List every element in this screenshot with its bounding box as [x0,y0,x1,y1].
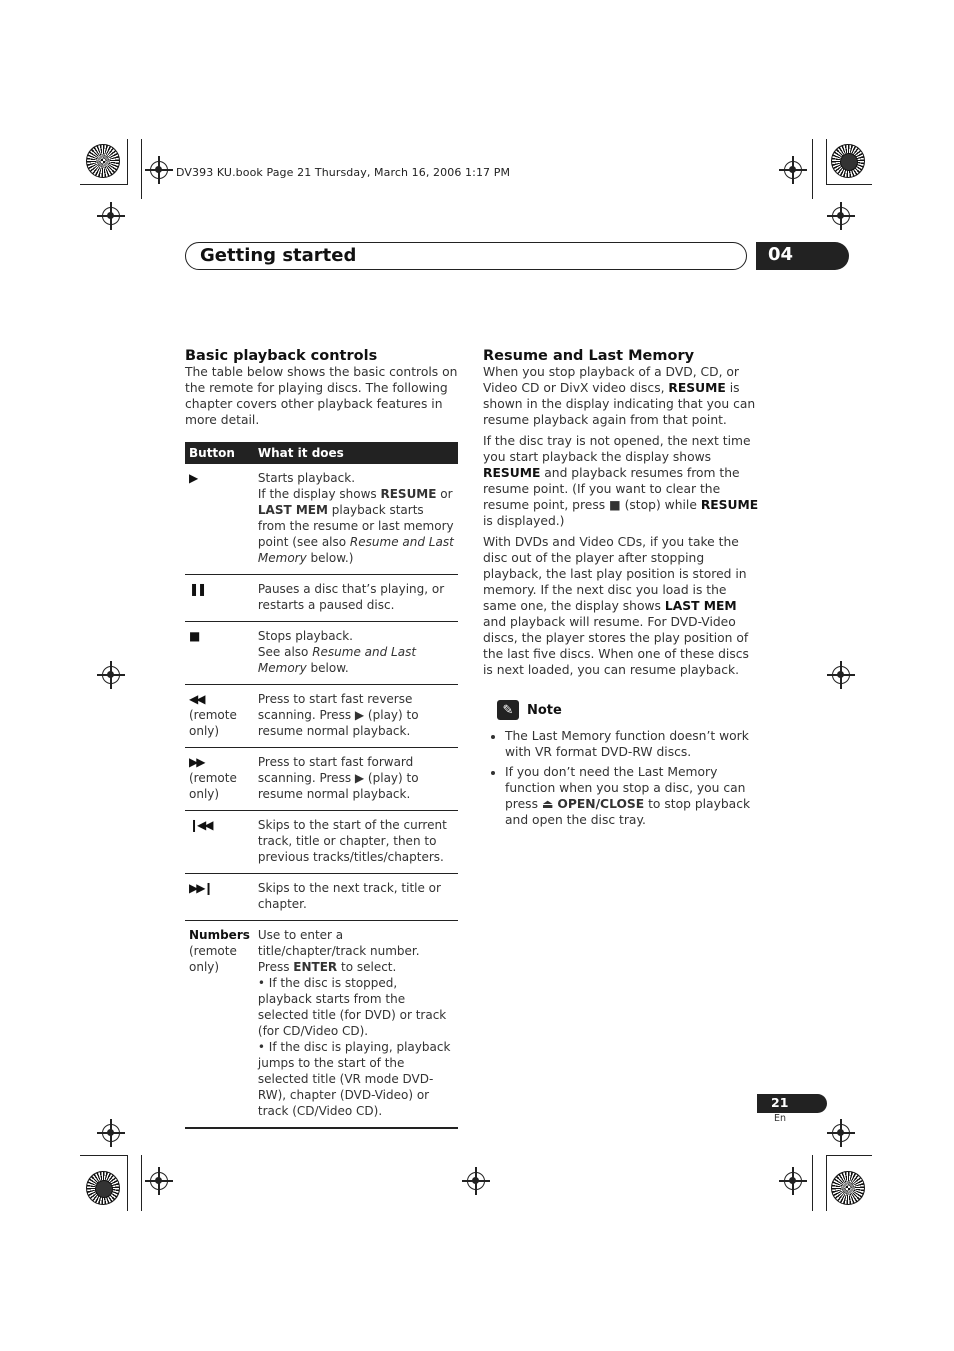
chapter-number-badge [756,242,849,270]
basic-playback-section [185,348,459,428]
registration-crosshair [832,1124,850,1142]
crop-mark [127,1155,128,1211]
controls-table [185,442,458,1129]
button-note: (remote only) [189,944,237,974]
crop-mark [812,139,813,199]
table-row [185,748,458,811]
crop-mark [127,139,128,185]
button-symbol: ▶▶ [189,755,204,769]
description-cell: Skips to the next track, title or chapter. [254,874,458,921]
description-cell: Press to start fast reverse scanning. Press ▶ (play) to resume normal playback. [254,685,458,748]
note-label: Note [527,702,562,718]
button-cell [185,575,254,622]
registration-crosshair [102,207,120,225]
description-cell: Use to enter a title/chapter/track number. Press ENTER to select. • If the disc is stopped, playback starts from the selected title (for DVD) or track (for CD/Video CD). • If the disc is playing, playback jumps to the start of the selected title (VR mode DVD-RW), chapter (DVD-Video) or track (CD/Video CD). [254,921,458,1129]
registration-crosshair [467,1172,485,1190]
table-row [185,622,458,685]
button-symbol: Numbers [189,928,250,942]
table-header-row [185,442,458,464]
button-cell [185,811,254,874]
page-number: 21 [771,1095,789,1110]
registration-crosshair [102,1124,120,1142]
column-header-button: Button [185,442,254,464]
table-row [185,685,458,748]
button-symbol: ❚❚ [189,582,206,596]
registration-sunburst [831,144,865,178]
crop-mark [141,139,142,199]
button-symbol: ■ [189,629,199,643]
column-header-what: What it does [254,442,458,464]
language-code: En [774,1113,787,1124]
description-cell: Starts playback. If the display shows RESUME or LAST MEM playback starts from the resume or last memory point (see also Resume and Last Memory below.) [254,464,458,575]
table-row [185,575,458,622]
section-heading: Basic playback controls [185,348,378,364]
table-row [185,464,458,575]
section-intro: The table below shows the basic controls on the remote for playing discs. The following chapter covers other playback features in more detail. [185,365,458,427]
notes-list [483,728,759,828]
crop-mark [141,1155,142,1211]
button-note: (remote only) [189,708,237,738]
chapter-title-bar [185,242,747,270]
table-row [185,874,458,921]
description-cell: Pauses a disc that’s playing, or restarts a paused disc. [254,575,458,622]
description-cell: Stops playback. See also Resume and Last Memory below. [254,622,458,685]
table-body [185,464,458,1128]
crop-mark [826,139,827,185]
button-symbol: ◀◀ [189,692,204,706]
note-item: • The Last Memory function doesn’t work with VR format DVD-RW discs. [505,728,759,760]
registration-crosshair [150,161,168,179]
button-cell [185,921,254,1129]
registration-sunburst [86,144,120,178]
paragraph: With DVDs and Video CDs, if you take the disc out of the player after stopping playback, the last play position is stored in memory. If the next disc you load is the same one, the display shows LAST MEM and playback will resume. For DVD-Video discs, the player stores the play position of the last five discs. When one of these discs is next loaded, you can resume playback. [483,535,749,677]
chapter-number: 04 [768,244,794,265]
crop-mark [826,1155,872,1156]
description-cell: Skips to the start of the current track, title or chapter, then to previous tracks/titles/chapters. [254,811,458,874]
button-note: (remote only) [189,771,237,801]
button-symbol: ❙◀◀ [189,818,212,832]
button-cell [185,464,254,575]
page-title: Getting started [200,245,357,266]
note-header [497,700,759,720]
registration-crosshair [102,666,120,684]
crop-mark [80,184,128,185]
crop-mark [80,1155,128,1156]
registration-crosshair [784,161,802,179]
note-item: • If you don’t need the Last Memory function when you stop a disc, you can press ⏏ OPEN/CLOSE to stop playback and open the disc tray. [505,764,759,828]
button-cell [185,622,254,685]
page-number-badge [757,1094,827,1113]
resume-paragraphs [483,364,759,678]
crop-mark [826,1155,827,1211]
button-symbol: ▶▶❙ [189,881,212,895]
section-heading: Resume and Last Memory [483,348,695,364]
button-symbol: ▶ [189,471,197,485]
registration-sunburst [831,1171,865,1205]
paragraph: If the disc tray is not opened, the next time you start playback the display shows RESUME and playback resumes from the resume point. (If you want to clear the resume point, press ■ (stop) while RESUME is displayed.) [483,434,759,528]
button-cell [185,685,254,748]
registration-crosshair [832,666,850,684]
resume-section [483,348,759,832]
crop-mark [812,1155,813,1211]
registration-crosshair [150,1172,168,1190]
button-cell [185,748,254,811]
print-file-info: DV393 KU.book Page 21 Thursday, March 16, 2006 1:17 PM [176,166,511,179]
table-row [185,921,458,1129]
table-row [185,811,458,874]
registration-crosshair [784,1172,802,1190]
crop-mark [826,184,872,185]
pencil-icon: ✎ [497,700,519,720]
paragraph: When you stop playback of a DVD, CD, or Video CD or DivX video discs, RESUME is shown in the display indicating that you can resume playback again from that point. [483,365,756,427]
description-cell: Press to start fast forward scanning. Press ▶ (play) to resume normal playback. [254,748,458,811]
registration-sunburst [86,1171,120,1205]
button-cell [185,874,254,921]
registration-crosshair [832,207,850,225]
